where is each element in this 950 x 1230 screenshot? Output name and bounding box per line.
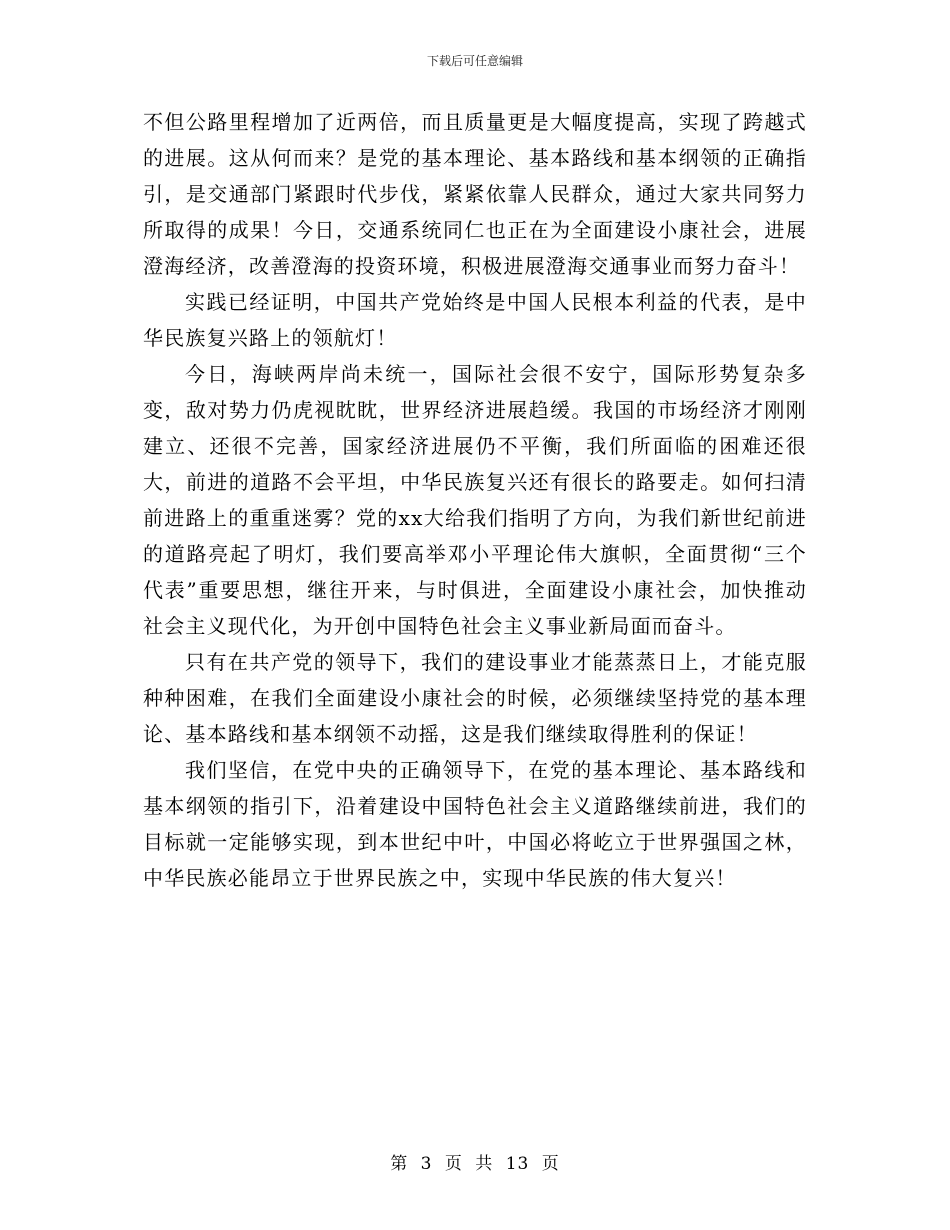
paragraph-2: 实践已经证明，中国共产党始终是中国人民根本利益的代表，是中华民族复兴路上的领航灯！: [143, 290, 807, 350]
page-header: 下载后可任意编辑: [426, 54, 523, 68]
page-number-footer: 第 3 页 共 13 页: [390, 1154, 560, 1174]
paragraph-5: 我们坚信，在党中央的正确领导下，在党的基本理论、基本路线和基本纲领的指引下，沿着建设中国特色社会主义道路继续前进，我们的目标就一定能够实现，到本世纪中叶，中国必将屹立于世界强国之林，中华民族必能昂立于世界民族之中，实现中华民族的伟大复兴！: [143, 758, 807, 890]
document-body: [143, 104, 807, 896]
paragraph-4: 只有在共产党的领导下，我们的建设事业才能蒸蒸日上，才能克服种种困难，在我们全面建设小康社会的时候，必须继续坚持党的基本理论、基本路线和基本纲领不动摇，这是我们继续取得胜利的保证！: [143, 650, 807, 746]
paragraph-1: 不但公路里程增加了近两倍，而且质量更是大幅度提高，实现了跨越式的进展。这从何而来？是党的基本理论、基本路线和基本纲领的正确指引，是交通部门紧跟时代步伐，紧紧依靠人民群众，通过大家共同努力所取得的成果！今日，交通系统同仁也正在为全面建设小康社会，进展澄海经济，改善澄海的投资环境，积极进展澄海交通事业而努力奋斗！: [143, 110, 807, 278]
paragraph-3: 今日，海峡两岸尚未统一，国际社会很不安宁，国际形势复杂多变，敌对势力仍虎视眈眈，世界经济进展趋缓。我国的市场经济才刚刚建立、还很不完善，国家经济进展仍不平衡，我们所面临的困难还很大，前进的道路不会平坦，中华民族复兴还有很长的路要走。如何扫清前进路上的重重迷雾？党的xx大给我们指明了方向，为我们新世纪前进的道路亮起了明灯，我们要高举邓小平理论伟大旗帜，全面贯彻“三个代表”重要思想，继往开来，与时俱进，全面建设小康社会，加快推动社会主义现代化，为开创中国特色社会主义事业新局面而奋斗。: [143, 362, 807, 638]
